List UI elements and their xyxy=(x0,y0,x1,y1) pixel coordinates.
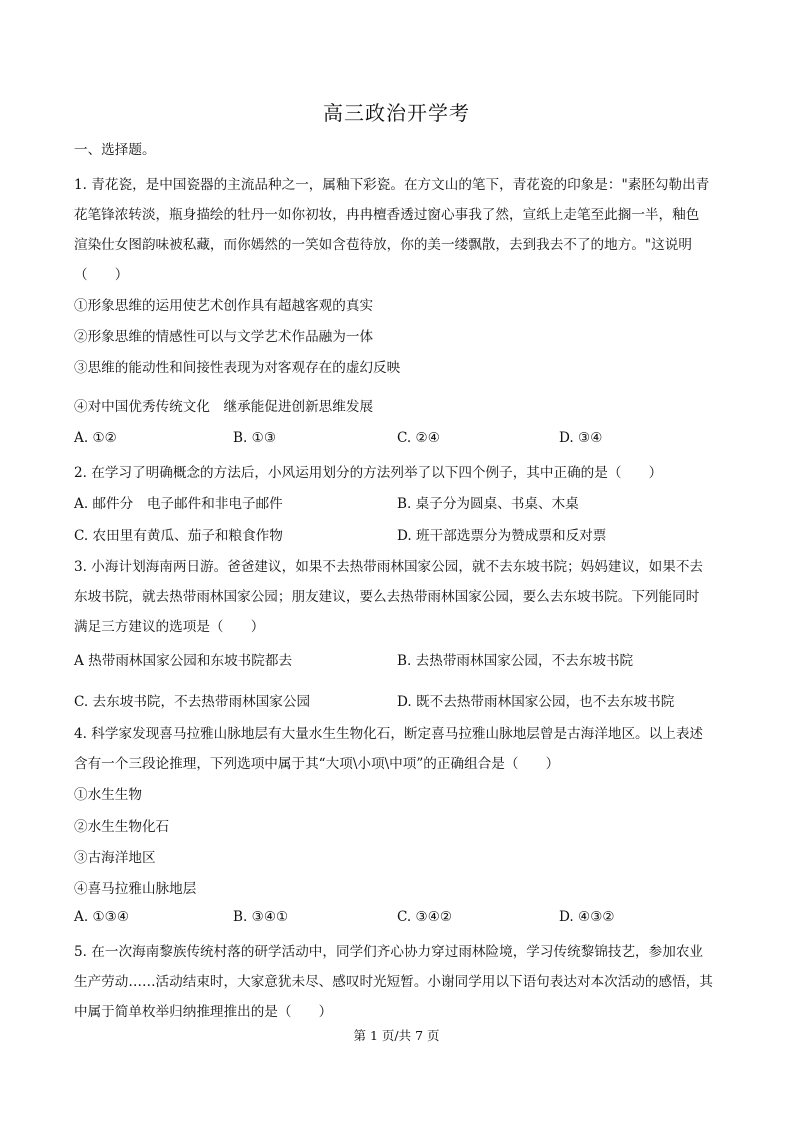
question-1-stem-line: 渲染仕女图韵味被私藏，而你嫣然的一笑如含苞待放，你的美一缕飘散，去到我去不了的地方。"这说明 xyxy=(74,237,692,253)
question-5-stem-line: 中属于简单枚举归纳推理推出的是（ ） xyxy=(74,1004,333,1020)
question-2-option-a[interactable]: A. 邮件分 电子邮件和非电子邮件 xyxy=(74,496,283,512)
question-2-option-b[interactable]: B. 桌子分为圆桌、书桌、木桌 xyxy=(397,496,579,512)
question-1-statement: ③思维的能动性和间接性表现为对客观存在的虚幻反映 xyxy=(74,360,401,376)
page-footer: 第 1 页/共 7 页 xyxy=(353,1028,440,1043)
question-4-option-c[interactable]: C. ③④② xyxy=(397,909,453,925)
question-4-option-d[interactable]: D. ④③② xyxy=(559,909,615,925)
question-4-statement: ①水生生物 xyxy=(74,787,142,803)
question-3-stem-line: 3. 小海计划海南两日游。爸爸建议，如果不去热带雨林国家公园，就不去东坡书院；妈妈建议，如果不去 xyxy=(74,559,704,575)
question-5-stem-line: 5. 在一次海南黎族传统村落的研学活动中，同学们齐心协力穿过雨林险境，学习传统黎锦技艺，参加农业 xyxy=(74,944,704,960)
question-1-option-b[interactable]: B. ①③ xyxy=(233,430,277,446)
question-1-statement: ④对中国优秀传统文化 继承能促进创新思维发展 xyxy=(74,399,374,415)
question-3-stem-line: 满足三方建议的选项是（ ） xyxy=(74,619,265,635)
question-1-option-a[interactable]: A. ①② xyxy=(74,430,117,446)
question-1-statement: ②形象思维的情感性可以与文学艺术作品融为一体 xyxy=(74,329,374,345)
question-4-statement: ④喜马拉雅山脉地层 xyxy=(74,881,197,897)
question-1-statement: ①形象思维的运用使艺术创作具有超越客观的真实 xyxy=(74,298,374,314)
question-1-stem-line: 花笔锋浓转淡，瓶身描绘的牡丹一如你初妆，冉冉檀香透过窗心事我了然，宣纸上走笔至此搁一半，釉色 xyxy=(74,207,700,223)
question-1-option-c[interactable]: C. ②④ xyxy=(397,430,440,446)
question-3-option-b[interactable]: B. 去热带雨林国家公园，不去东坡书院 xyxy=(397,653,634,669)
question-1-stem-line: 1. 青花瓷，是中国瓷器的主流品种之一，属釉下彩瓷。在方文山的笔下，青花瓷的印象是："素胚勾勒出青 xyxy=(74,177,710,193)
question-3-stem-line: 东坡书院，就去热带雨林国家公园；朋友建议，要么去热带雨林国家公园，要么去东坡书院。下列能同时 xyxy=(74,589,700,605)
question-3-option-d[interactable]: D. 既不去热带雨林国家公园，也不去东坡书院 xyxy=(397,694,675,710)
question-4-stem-line: 4. 科学家发现喜马拉雅山脉地层有大量水生生物化石，断定喜马拉雅山脉地层曾是古海洋地区。以上表述 xyxy=(74,726,704,742)
question-4-option-a[interactable]: A. ①③④ xyxy=(74,909,130,925)
question-4-statement: ③古海洋地区 xyxy=(74,850,156,866)
question-1-option-d[interactable]: D. ③④ xyxy=(559,430,603,446)
section-heading: 一、选择题。 xyxy=(74,142,156,158)
question-5-stem-line: 生产劳动……活动结束时，大家意犹未尽、感叹时光短暂。小谢同学用以下语句表达对本次活动的感悟，其 xyxy=(74,974,713,990)
question-4-stem-line: 含有一个三段论推理，下列选项中属于其“大项\小项\中项”的正确组合是（ ） xyxy=(74,756,560,772)
question-2-option-c[interactable]: C. 农田里有黄瓜、茄子和粮食作物 xyxy=(74,528,283,544)
question-2-option-d[interactable]: D. 班干部选票分为赞成票和反对票 xyxy=(397,528,607,544)
page-title: 高三政治开学考 xyxy=(323,101,470,125)
question-4-option-b[interactable]: B. ③④① xyxy=(233,909,289,925)
question-2-stem-line: 2. 在学习了明确概念的方法后，小风运用划分的方法列举了以下四个例子，其中正确的是（ ） xyxy=(74,465,663,481)
question-3-option-c[interactable]: C. 去东坡书院，不去热带雨林国家公园 xyxy=(74,694,311,710)
question-4-statement: ②水生生物化石 xyxy=(74,819,170,835)
question-3-option-a[interactable]: A 热带雨林国家公园和东坡书院都去 xyxy=(74,653,293,669)
question-1-stem-line: （ ） xyxy=(74,267,129,283)
